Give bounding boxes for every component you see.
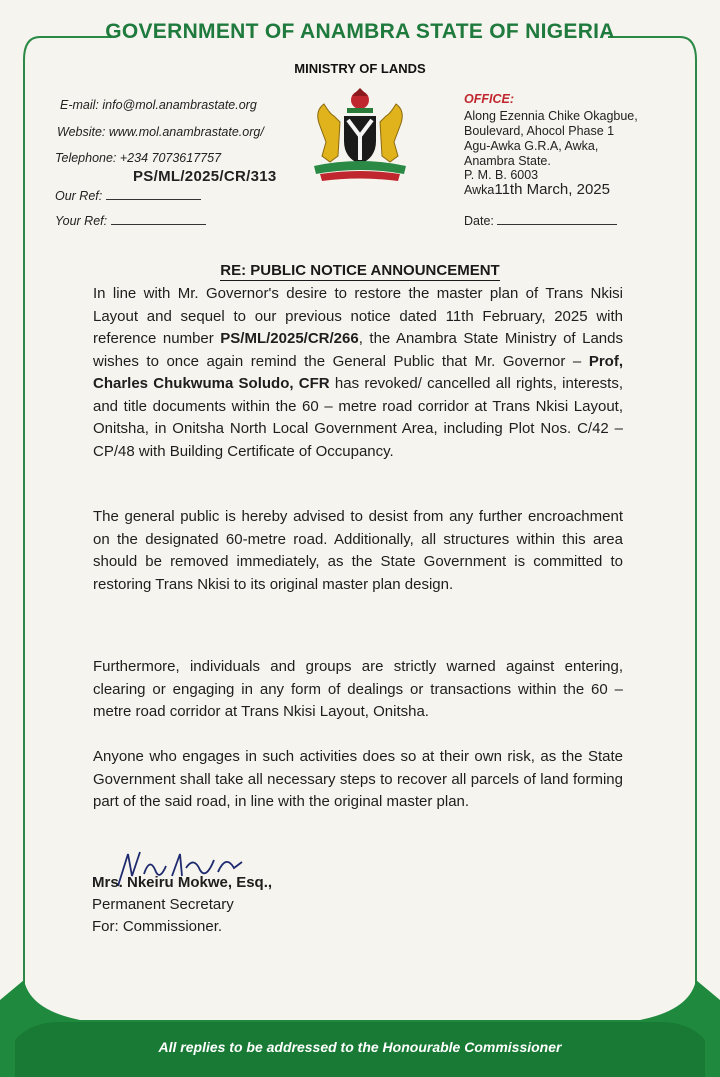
letter-subject <box>0 262 720 279</box>
date-row <box>464 212 617 228</box>
government-title: GOVERNMENT OF ANAMBRA STATE OF NIGERIA <box>105 20 615 43</box>
date-label: Date: <box>464 214 494 228</box>
contact-email: E-mail: info@mol.anambrastate.org <box>60 98 257 112</box>
p1-text-a: In line with Mr. Governor's desire to restore the master plan of Trans Nkisi Layout and sequel to our previous notice dated 11th February, 2025 with reference number <box>93 285 623 347</box>
p1-text-b: , the Anambra State Ministry of Lands wishes to once again remind the General Public that Mr. Governor – <box>93 330 623 370</box>
office-address-line: Anambra State. <box>464 154 551 168</box>
awka-prefix: Awka <box>464 183 495 197</box>
signatory-name: Mrs. Nkeiru Mokwe, Esq., <box>92 874 273 891</box>
your-ref-underline <box>111 212 206 225</box>
footer-note: All replies to be addressed to the Honourable Commissioner <box>158 1039 562 1055</box>
office-label: OFFICE: <box>464 92 514 106</box>
letter-date <box>464 181 610 198</box>
contact-telephone: Telephone: +234 7073617757 <box>55 151 222 165</box>
office-address-line: Agu-Awka G.R.A, Awka, <box>464 139 599 153</box>
subject-text: RE: PUBLIC NOTICE ANNOUNCEMENT <box>220 262 500 279</box>
our-ref-value: PS/ML/2025/CR/313 <box>133 168 277 185</box>
signatory-block <box>92 872 272 938</box>
our-ref-underline <box>106 187 201 200</box>
your-ref-row <box>55 212 206 228</box>
your-ref-label: Your Ref: <box>55 214 108 228</box>
date-underline <box>497 212 617 225</box>
office-address-line: Boulevard, Ahocol Phase 1 <box>464 124 615 138</box>
body-paragraph-2: The general public is hereby advised to desist from any further encroachment on the designated 60-metre road. Additionally, all structures within this area should be removed immediately, as the State Government is committed to restoring Trans Nkisi to its original master plan design. <box>93 508 623 593</box>
body-paragraph-3: Furthermore, individuals and groups are strictly warned against entering, clearing or engaging in any form of dealings or transactions within the 60 – metre road corridor at Trans Nkisi Layout, Onitsha. <box>93 658 623 720</box>
our-ref-label: Our Ref: <box>55 189 103 203</box>
body-paragraph-1 <box>93 283 623 463</box>
office-address-line: P. M. B. 6003 <box>464 168 539 182</box>
coat-of-arms-icon <box>300 86 420 186</box>
signatory-title: Permanent Secretary <box>92 896 234 913</box>
ministry-name: MINISTRY OF LANDS <box>294 61 426 76</box>
contact-website: Website: www.mol.anambrastate.org/ <box>57 125 264 139</box>
signatory-for: For: Commissioner. <box>92 918 223 935</box>
previous-ref-number: PS/ML/2025/CR/266 <box>220 330 359 347</box>
governor-name: Prof, Charles Chukwuma Soludo, CFR <box>93 352 623 392</box>
date-value: 11th March, 2025 <box>494 181 610 198</box>
p1-text-c: has revoked/ cancelled all rights, interests, and title documents within the 60 – metre road corridor at Trans Nkisi Layout, Onitsha, in Onitsha North Local Government Area, including Plot Nos. C/42 – CP/48 with Building Certificate of Occupancy. <box>93 375 624 460</box>
body-paragraph-4: Anyone who engages in such activities does so at their own risk, as the State Government shall take all necessary steps to recover all parcels of land forming part of the said road, in line with the original master plan. <box>93 748 623 810</box>
office-address-line: Along Ezennia Chike Okagbue, <box>464 109 638 123</box>
our-ref-row <box>55 187 201 203</box>
